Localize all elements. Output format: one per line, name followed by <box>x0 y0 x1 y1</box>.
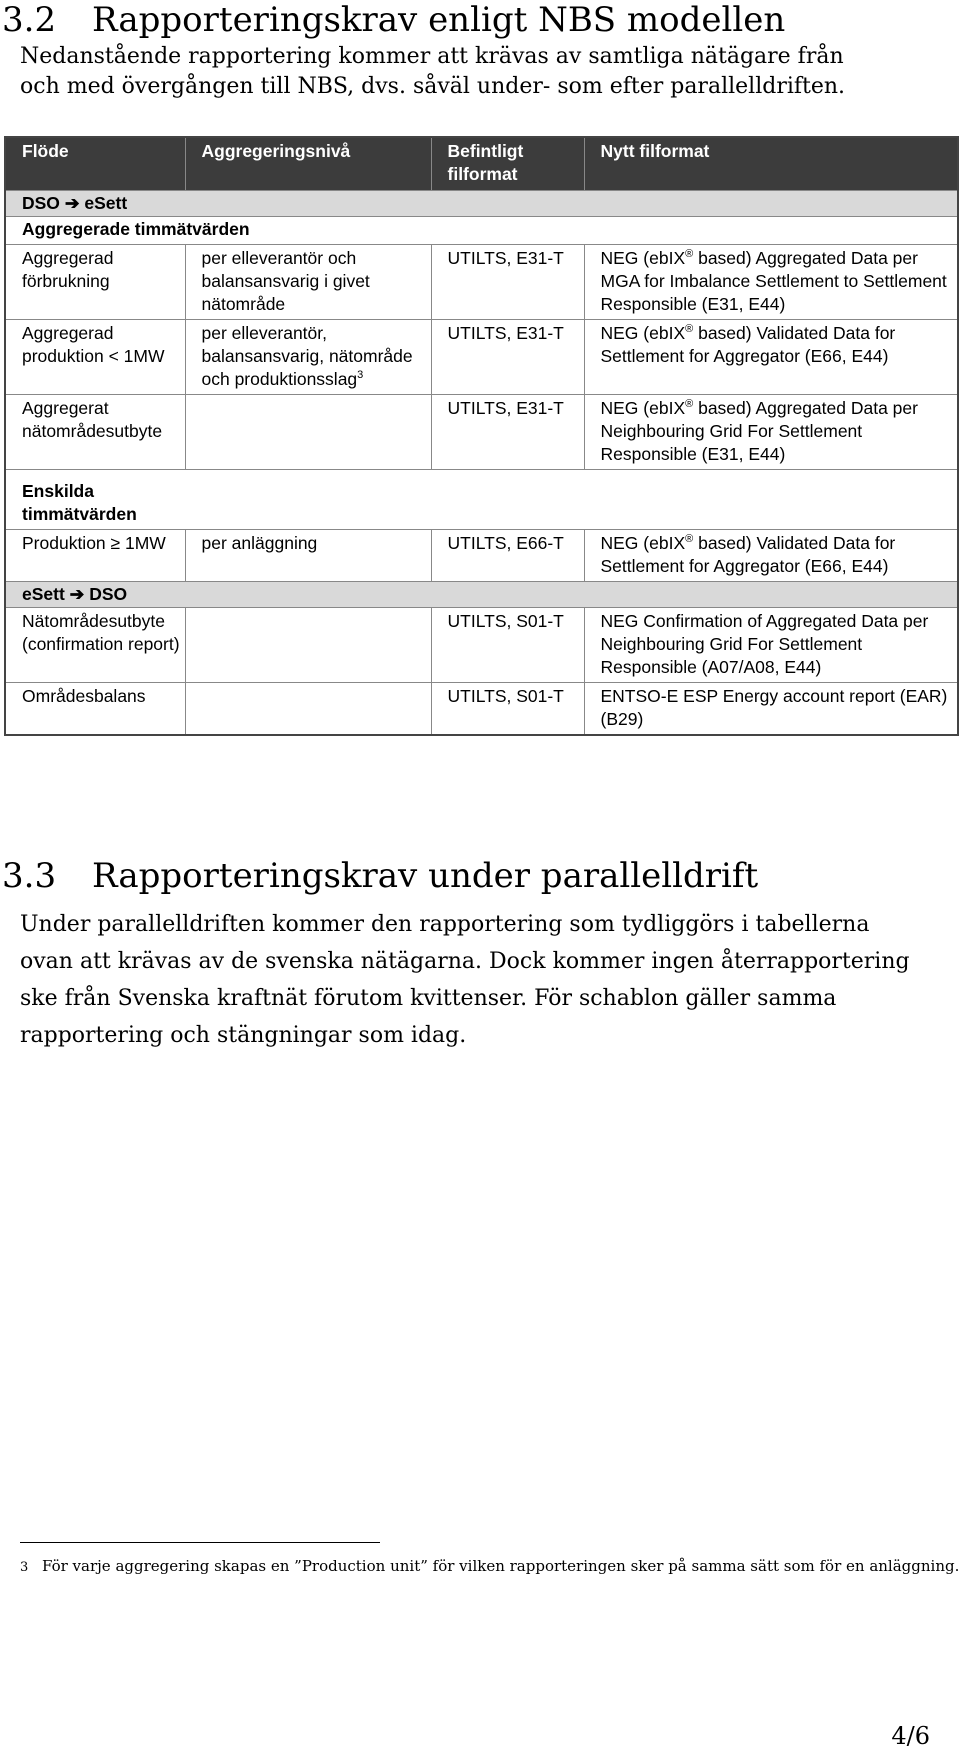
table-row <box>5 683 958 736</box>
registered-mark: ® <box>685 398 694 411</box>
group-to: DSO <box>89 584 128 604</box>
new-format-cell: NEG (ebIX® based) Validated Data for Settlement for Aggregator (E66, E44) <box>584 530 958 582</box>
registered-mark: ® <box>685 323 694 336</box>
table-row <box>5 530 958 582</box>
section-heading-3-3 <box>2 856 758 896</box>
section-number: 3.3 <box>2 856 57 896</box>
new-format-cell: ENTSO-E ESP Energy account report (EAR) (B29) <box>584 683 958 736</box>
table-row <box>5 320 958 395</box>
table-row <box>5 395 958 470</box>
registered-mark: ® <box>685 248 694 261</box>
section-title: Rapporteringskrav enligt NBS modellen <box>92 0 786 40</box>
subheader-row-individual <box>5 470 958 530</box>
column-header-aggregation-level: Aggregeringsnivå <box>185 137 431 191</box>
arrow-right-icon: ➔ <box>69 584 85 604</box>
group-row-esett-to-dso <box>5 582 958 608</box>
new-format-cell: NEG (ebIX® based) Aggregated Data per MGA for Imbalance Settlement to Settlement Responsible (E31, E44) <box>584 245 958 320</box>
reporting-requirements-table <box>4 136 959 736</box>
group-from: DSO <box>22 193 60 213</box>
arrow-right-icon: ➔ <box>64 193 80 213</box>
flow-cell: Områdesbalans <box>5 683 185 736</box>
footnote-ref: 3 <box>357 369 364 382</box>
new-format-cell: NEG Confirmation of Aggregated Data per Neighbouring Grid For Settlement Responsible (A07/A08, E44) <box>584 608 958 683</box>
new-format-cell: NEG (ebIX® based) Aggregated Data per Neighbouring Grid For Settlement Responsible (E31, E44) <box>584 395 958 470</box>
new-format-cell: NEG (ebIX® based) Validated Data for Settlement for Aggregator (E66, E44) <box>584 320 958 395</box>
column-header-existing-format: Befintligt filformat <box>431 137 584 191</box>
section-title: Rapporteringskrav under parallelldrift <box>92 856 759 896</box>
existing-format-cell: UTILTS, E66-T <box>431 530 584 582</box>
flow-cell: Aggregerat nätområdesutbyte <box>5 395 185 470</box>
subheader-row-aggregated <box>5 217 958 245</box>
section-heading-3-2 <box>2 0 785 40</box>
existing-format-cell: UTILTS, E31-T <box>431 395 584 470</box>
page-number: 4/6 <box>891 1722 930 1750</box>
group-row-dso-to-esett <box>5 191 958 217</box>
flow-cell: Nätområdesutbyte (confirmation report) <box>5 608 185 683</box>
table-row <box>5 245 958 320</box>
footnote-number: 3 <box>20 1560 29 1575</box>
table-header-row <box>5 137 958 191</box>
column-header-flow: Flöde <box>5 137 185 191</box>
existing-format-cell: UTILTS, E31-T <box>431 245 584 320</box>
intro-paragraph: Nedanstående rapportering kommer att krävas av samtliga nätägare från och med övergången till NBS, dvs. såväl under- som efter parallelldriften. <box>20 44 846 99</box>
group-to: eSett <box>84 193 128 213</box>
existing-format-cell: UTILTS, E31-T <box>431 320 584 395</box>
footnote-text: För varje aggregering skapas en ”Production unit” för vilken rapporteringen sker på samma sätt som för en anläggning. <box>42 1557 960 1575</box>
existing-format-cell: UTILTS, S01-T <box>431 608 584 683</box>
section-number: 3.2 <box>2 0 57 40</box>
subheader-label: Aggregerade timmätvärden <box>5 217 958 245</box>
existing-format-cell: UTILTS, S01-T <box>431 683 584 736</box>
level-cell: per anläggning <box>185 530 431 582</box>
subheader-label: Enskilda timmätvärden <box>5 470 958 530</box>
level-cell: per elleverantör, balansansvarig, nätområde och produktionsslag$^3$ <box>185 320 431 395</box>
level-cell <box>185 608 431 683</box>
flow-cell: Produktion ≥ 1MW <box>5 530 185 582</box>
group-from: eSett <box>22 584 65 604</box>
level-cell: per elleverantör och balansansvarig i givet nätområde <box>185 245 431 320</box>
group-label <box>5 191 958 217</box>
column-header-new-format: Nytt filformat <box>584 137 958 191</box>
table-row <box>5 608 958 683</box>
footnote-separator <box>20 1542 380 1543</box>
registered-mark: ® <box>685 533 694 546</box>
flow-cell: Aggregerad förbrukning <box>5 245 185 320</box>
body-paragraph: Under parallelldriften kommer den rapportering som tydliggörs i tabellerna ovan att krävas av de svenska nätägarna. Dock kommer ingen återrapportering ske från Svenska kraftnät förutom kvittenser. För schablon gäller samma rapportering och stängningar som idag. <box>20 912 910 1048</box>
footnote <box>20 1556 959 1578</box>
level-cell <box>185 683 431 736</box>
flow-cell: Aggregerad produktion < 1MW <box>5 320 185 395</box>
level-cell <box>185 395 431 470</box>
group-label <box>5 582 958 608</box>
